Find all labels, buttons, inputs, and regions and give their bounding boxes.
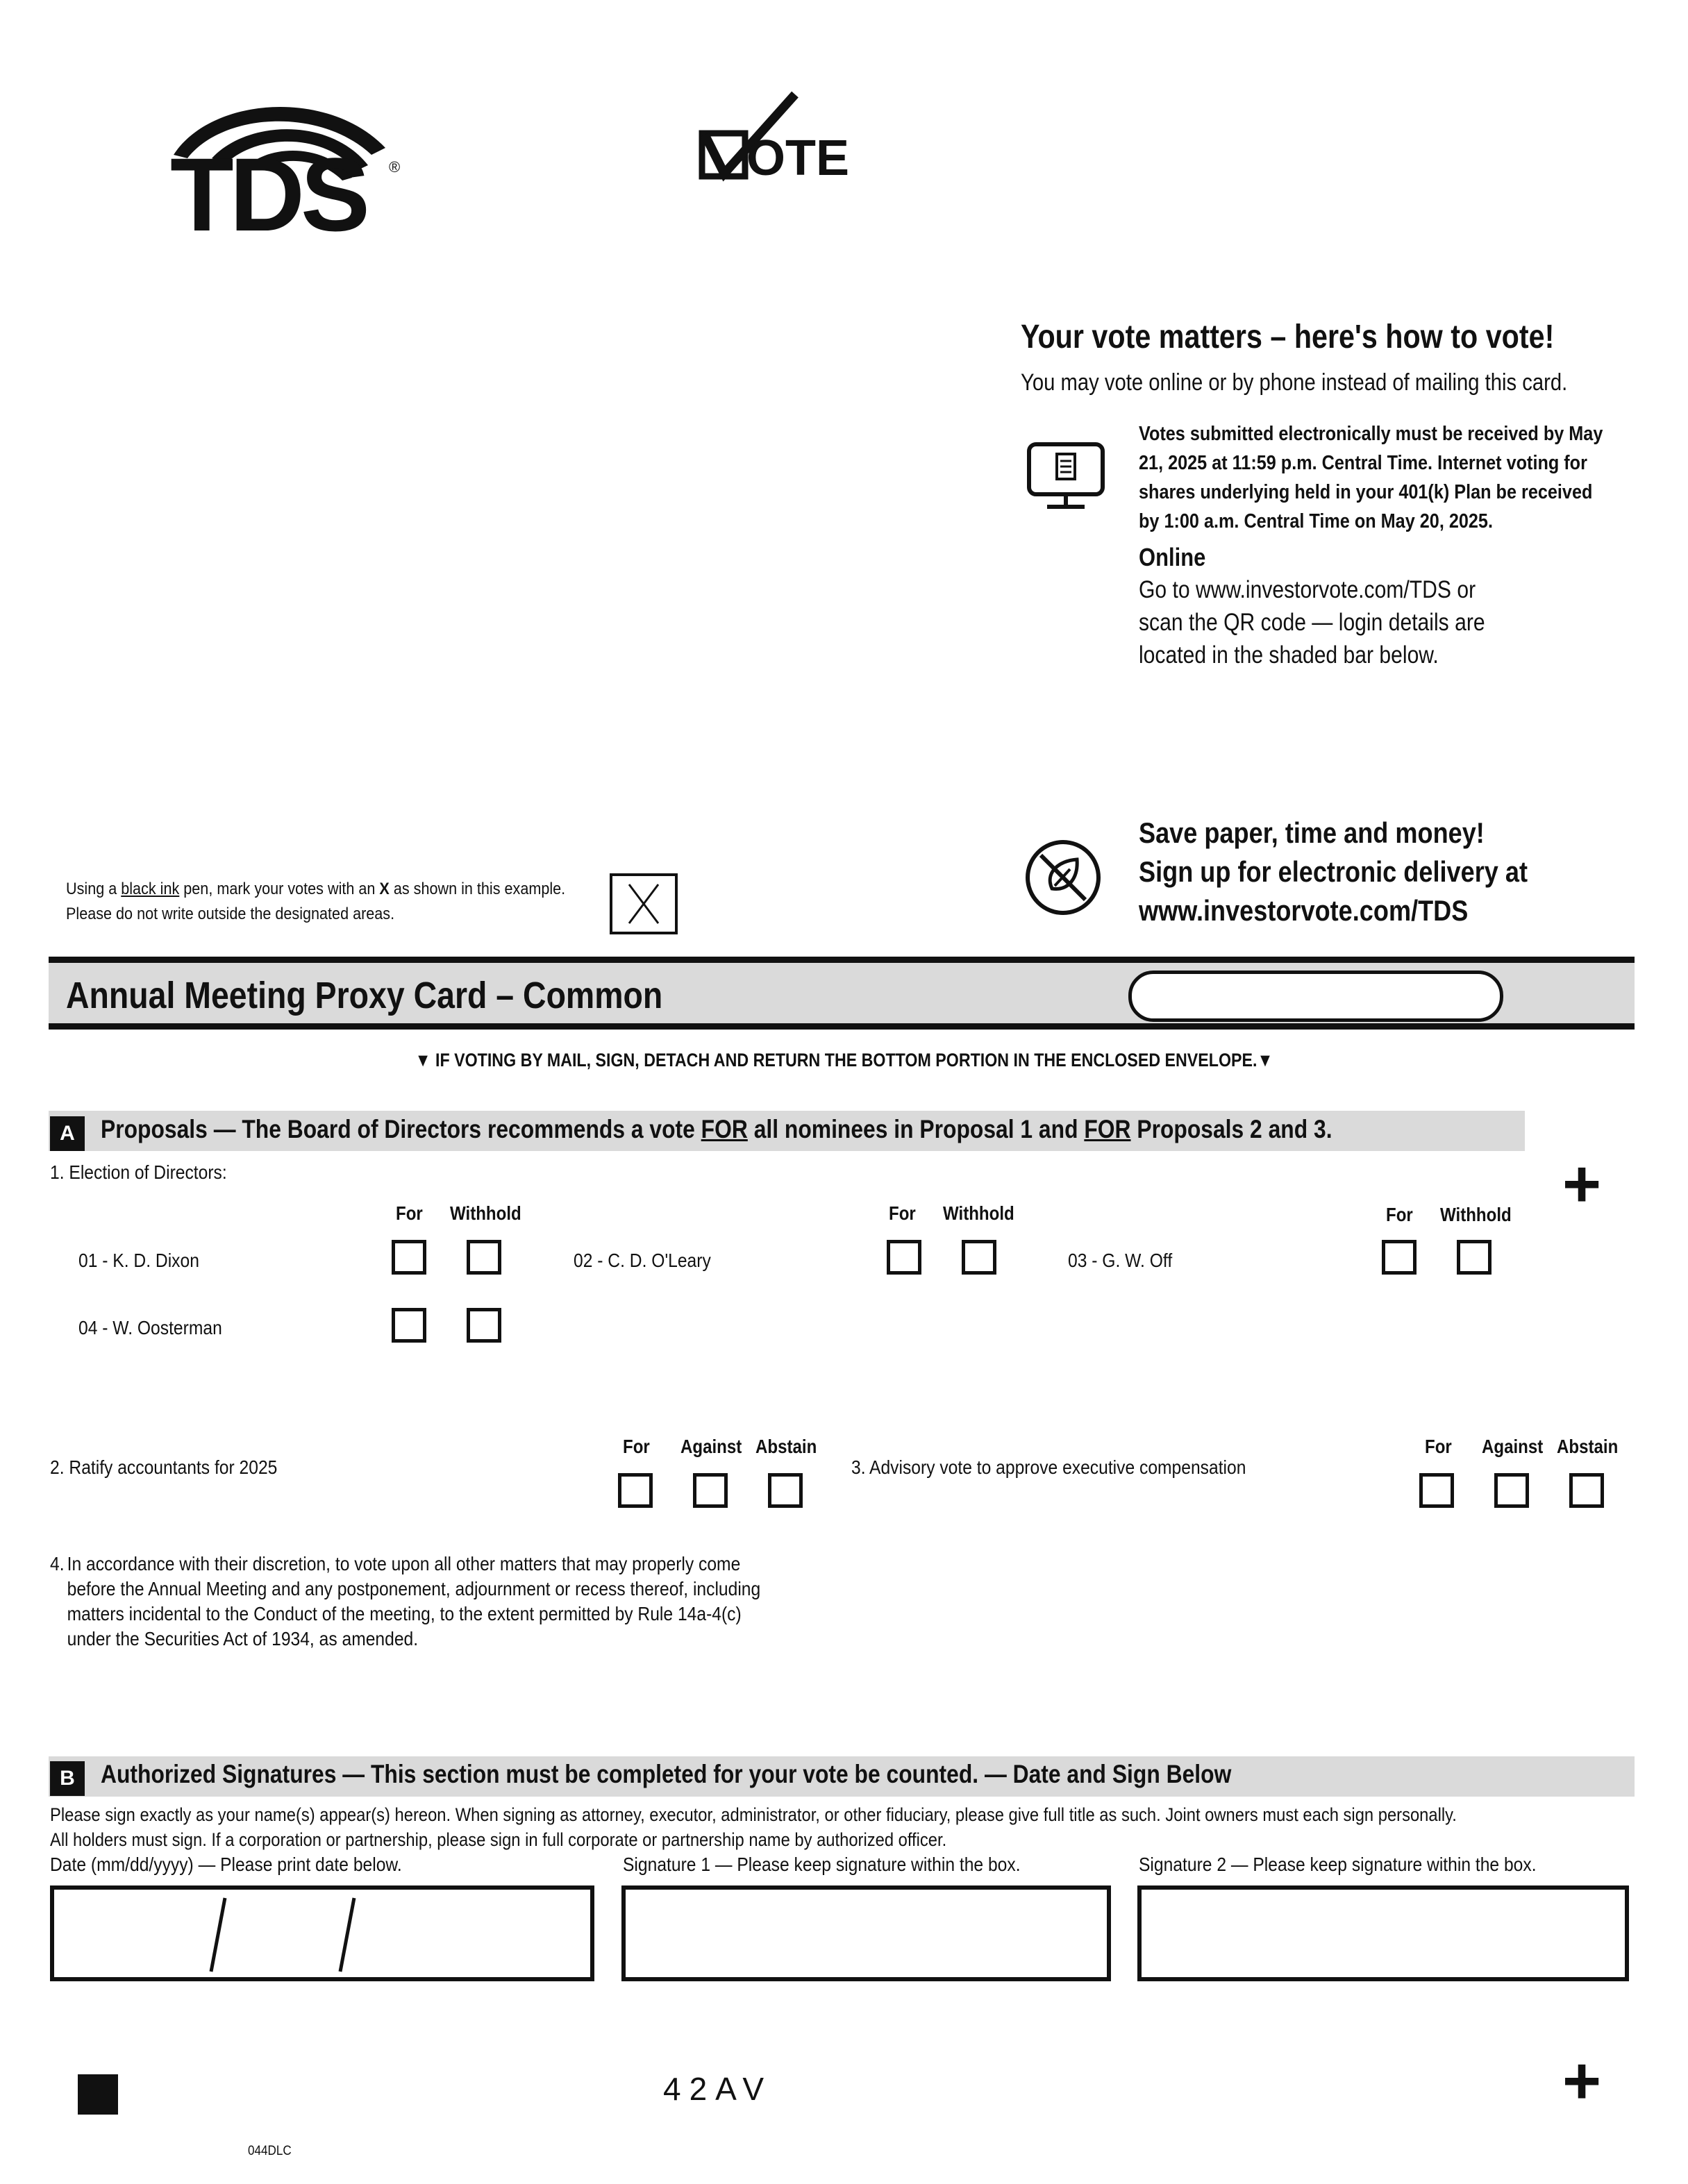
col-for: For [396, 1202, 423, 1224]
nominee-04-withhold-checkbox[interactable] [467, 1308, 501, 1343]
title-part: all nominees in Proposal 1 and [747, 1115, 1085, 1143]
triangle-down-icon: ▼ [415, 1050, 436, 1070]
online-heading: Online [1139, 543, 1206, 571]
instr-suffix: as shown in this example. [389, 880, 566, 898]
col-against: Against [1482, 1436, 1544, 1457]
triangle-down-icon: ▼ [1257, 1050, 1273, 1070]
signing-instructions-line-2: All holders must sign. If a corporation or partnership, please sign in full corporate or partnership name by authorized officer. [50, 1829, 947, 1850]
proxy-card-title: Annual Meeting Proxy Card – Common [66, 975, 663, 1016]
instr-prefix: Using a [66, 880, 122, 898]
header-rule-bottom [49, 1023, 1635, 1030]
nominee-03: 03 - G. W. Off [1068, 1250, 1173, 1271]
col-withhold: Withhold [1440, 1204, 1512, 1225]
signature-1-label: Signature 1 — Please keep signature within the box. [623, 1854, 1021, 1875]
electronic-delivery-promo [1139, 814, 1616, 930]
leaf-icon [1024, 839, 1102, 916]
election-of-directors-label: 1. Election of Directors: [50, 1161, 227, 1183]
detach-notice-text: IF VOTING BY MAIL, SIGN, DETACH AND RETURN THE BOTTOM PORTION IN THE ENCLOSED ENVELOPE. [435, 1050, 1257, 1070]
registration-plus-mark: + [1562, 2044, 1602, 2118]
proposal-2-for-checkbox[interactable] [618, 1473, 653, 1508]
nominee-02-withhold-checkbox[interactable] [962, 1240, 996, 1275]
nominee-02: 02 - C. D. O'Leary [574, 1250, 711, 1271]
nominee-04: 04 - W. Oosterman [78, 1317, 222, 1338]
proposal-4-text: In accordance with their discretion, to vote upon all other matters that may properly come before the Annual Meeting and any postponement, adjournment or recess thereof, including matters incidental to the Conduct of the meeting, to the extent permitted by Rule 14a-4(c) under the Securities Act of 1934, as amended. [67, 1553, 761, 1649]
title-for-2: FOR [1084, 1115, 1131, 1143]
col-withhold: Withhold [450, 1202, 521, 1224]
nominee-01-withhold-checkbox[interactable] [467, 1240, 501, 1275]
monitor-icon [1026, 442, 1105, 511]
promo-line-2: Sign up for electronic delivery at [1139, 855, 1528, 888]
proposal-3-label: 3. Advisory vote to approve executive compensation [851, 1456, 1246, 1478]
col-for: For [889, 1202, 916, 1224]
title-part: Proposals — The Board of Directors recommends a vote [101, 1115, 701, 1143]
title-part: Proposals 2 and 3. [1130, 1115, 1332, 1143]
proposal-3-for-checkbox[interactable] [1419, 1473, 1454, 1508]
instr-black-ink: black ink [121, 880, 180, 898]
signing-instructions-line-1: Please sign exactly as your name(s) appear(s) hereon. When signing as attorney, executor, administrator, or other fiduciary, please give full title as such. Joint owners must each sign personally. [50, 1804, 1457, 1825]
tds-logo-text: TDS [170, 136, 366, 253]
instr-middle: pen, mark your votes with an [179, 880, 380, 898]
signing-instructions [50, 1802, 1639, 1852]
date-input-box[interactable] [50, 1885, 594, 1981]
section-a-badge: A [50, 1116, 85, 1151]
date-slash-separators [54, 1890, 590, 1977]
signature-1-box[interactable] [621, 1885, 1111, 1981]
section-a-title [101, 1115, 1332, 1144]
proposal-2-against-checkbox[interactable] [693, 1473, 728, 1508]
col-against: Against [680, 1436, 742, 1457]
title-for-1: FOR [701, 1115, 748, 1143]
instr-x: X [379, 880, 390, 898]
marking-instructions [66, 877, 565, 927]
nominee-01-for-checkbox[interactable] [392, 1240, 426, 1275]
proposal-2-abstain-checkbox[interactable] [768, 1473, 803, 1508]
electronic-vote-deadline: Votes submitted electronically must be received by May 21, 2025 at 11:59 p.m. Central Time. Internet voting for shares underlying held in your 401(k) Plan be received by 1:00 a.m. Central Time on May 20, 2025. [1139, 423, 1603, 532]
nominee-03-withhold-checkbox[interactable] [1457, 1240, 1491, 1275]
detach-notice [0, 1050, 1688, 1071]
nominee-04-for-checkbox[interactable] [392, 1308, 426, 1343]
form-code: 42AV [663, 2071, 773, 2107]
section-b-title: Authorized Signatures — This section must be completed for your vote be counted. — Date and Sign Below [101, 1760, 1232, 1788]
col-for: For [1425, 1436, 1452, 1457]
nominee-03-for-checkbox[interactable] [1382, 1240, 1417, 1275]
date-label: Date (mm/dd/yyyy) — Please print date below. [50, 1854, 402, 1875]
vote-subheading: You may vote online or by phone instead of mailing this card. [1021, 369, 1568, 396]
svg-text:OTE: OTE [746, 131, 850, 186]
proposal-2-label: 2. Ratify accountants for 2025 [50, 1456, 278, 1478]
col-abstain: Abstain [1557, 1436, 1619, 1457]
instr-line-2: Please do not write outside the designated areas. [66, 905, 395, 923]
proposal-4 [50, 1552, 771, 1652]
vote-logo [698, 90, 864, 194]
proposal-3-against-checkbox[interactable] [1494, 1473, 1529, 1508]
signature-2-label: Signature 2 — Please keep signature within the box. [1139, 1854, 1537, 1875]
nominee-02-for-checkbox[interactable] [887, 1240, 921, 1275]
registered-mark: ® [389, 158, 401, 176]
nominee-01: 01 - K. D. Dixon [78, 1250, 199, 1271]
proposal-3-abstain-checkbox[interactable] [1569, 1473, 1604, 1508]
col-abstain: Abstain [755, 1436, 817, 1457]
col-withhold: Withhold [943, 1202, 1014, 1224]
col-for: For [623, 1436, 650, 1457]
registration-square-mark [78, 2074, 118, 2115]
promo-line-3: www.investorvote.com/TDS [1139, 894, 1469, 927]
registration-plus-mark: + [1562, 1147, 1602, 1221]
col-for: For [1386, 1204, 1413, 1225]
header-rule-top [49, 957, 1635, 963]
vote-headline: Your vote matters – here's how to vote! [1021, 319, 1555, 355]
online-instructions: Go to www.investorvote.com/TDS or scan the QR code — login details are located in the shaded bar below. [1139, 576, 1485, 669]
signature-2-box[interactable] [1137, 1885, 1629, 1981]
control-number-field [1128, 971, 1503, 1022]
section-b-badge: B [50, 1761, 85, 1796]
promo-line-1: Save paper, time and money! [1139, 816, 1485, 849]
proposal-4-number: 4. [50, 1553, 65, 1574]
example-x-box [610, 873, 678, 934]
form-small-code: 044DLC [248, 2144, 292, 2158]
